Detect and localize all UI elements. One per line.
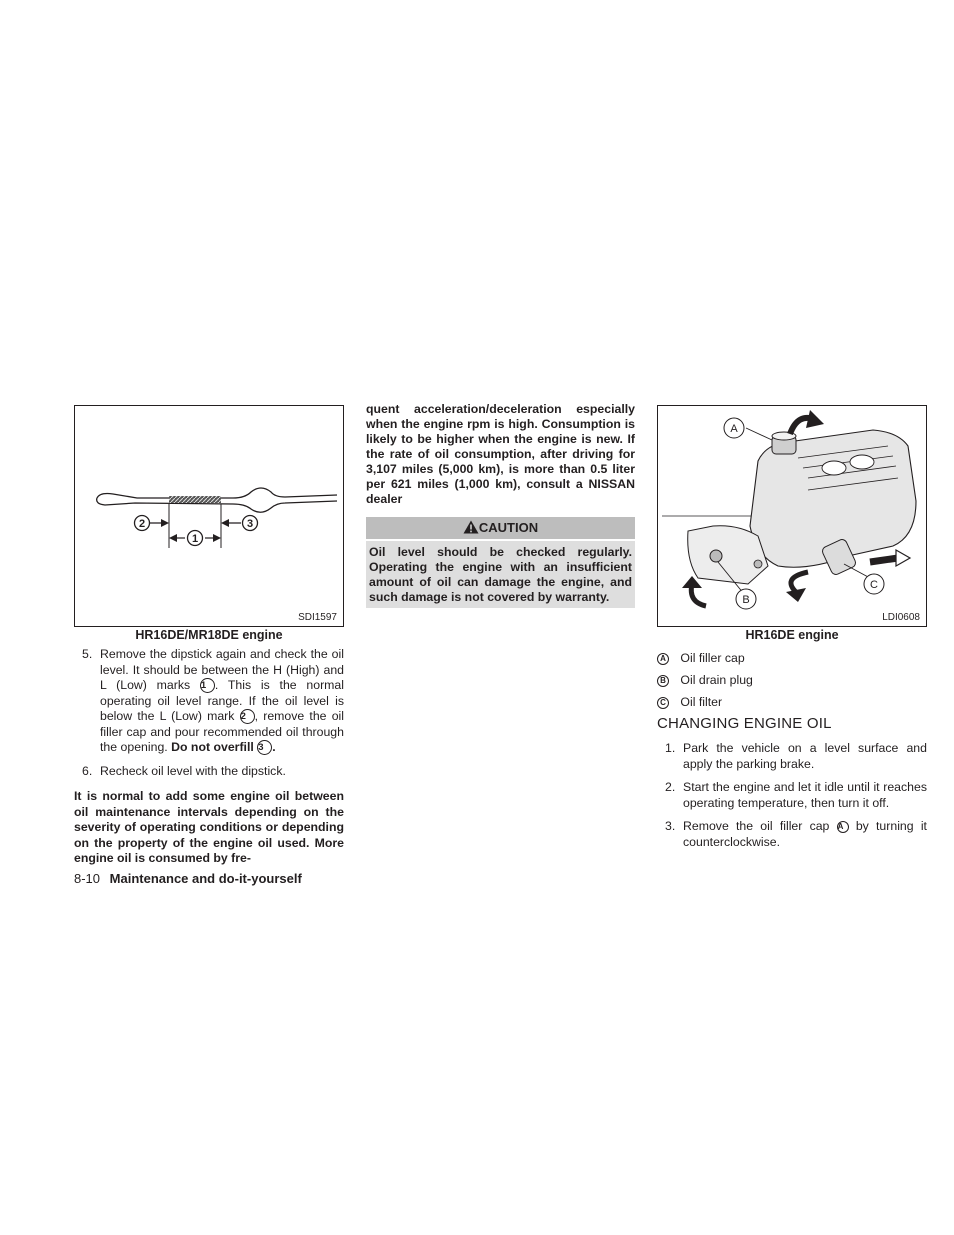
caution-title: CAUTION <box>478 520 539 535</box>
step-text: Park the vehicle on a level surface and apply the parking brake. <box>683 741 927 771</box>
step-number: 1. <box>665 741 676 755</box>
caution-box <box>366 517 635 608</box>
svg-text:2: 2 <box>138 518 146 530</box>
mark-c-icon: C <box>657 697 669 709</box>
step-text: Remove the dipstick again and check the oil level. It should be between the H (High) and L (Low) marks <box>100 647 344 692</box>
callout-c <box>864 574 884 594</box>
step-text: Remove the oil filler cap <box>683 819 837 833</box>
step-number: 6. <box>82 763 93 778</box>
svg-text:A: A <box>730 423 738 435</box>
step-text: Start the engine and let it idle until it reaches operating temperature, then turn it off. <box>683 780 927 810</box>
section-title: CHANGING ENGINE OIL <box>657 715 832 732</box>
label-text: Oil filter <box>680 695 723 709</box>
figure-code: LDI0608 <box>882 612 920 623</box>
label-text: Oil drain plug <box>680 673 753 687</box>
mark-a-icon: A <box>657 653 669 665</box>
step-end: . <box>272 740 276 754</box>
svg-text:C: C <box>870 579 878 591</box>
figure-caption: HR16DE/MR18DE engine <box>135 628 283 642</box>
label-oil-drain-plug <box>657 673 927 695</box>
mark-b-icon: B <box>657 675 669 687</box>
engine-illustration <box>658 406 926 626</box>
step-3 <box>657 819 927 850</box>
step-1 <box>657 741 927 772</box>
label-text: Oil filler cap <box>680 651 745 665</box>
dipstick-figure <box>74 405 344 627</box>
mark-2-icon: 2 <box>240 709 255 724</box>
step-text: Recheck oil level with the dipstick. <box>100 763 286 778</box>
svg-text:1: 1 <box>191 533 199 545</box>
right-steps <box>657 741 927 850</box>
middle-text-continued: quent acceleration/deceleration especially when the engine rpm is high. Consumption is likely to be higher when the engine is new. If the rate of oil consumption, after driving for 3,107 miles (5,000 km), is more than 0.5 liter per 621 miles (1,000 km), consult a NISSAN dealer <box>366 402 635 506</box>
step-5 <box>74 647 344 756</box>
svg-text:3: 3 <box>246 518 254 530</box>
left-text-column <box>74 647 344 867</box>
page-footer <box>74 871 302 886</box>
callout-b <box>736 589 756 609</box>
dipstick-illustration <box>75 406 343 626</box>
step-text: . This is the normal operating oil level range. If the oil level is below the L (Low) mark <box>100 678 344 723</box>
footer-section: Maintenance and do-it-yourself <box>109 871 302 886</box>
mark-3-icon: 3 <box>257 740 272 755</box>
callout-3 <box>243 516 258 531</box>
svg-text:B: B <box>742 594 750 606</box>
step-text: by turning it counterclockwise. <box>683 819 927 849</box>
step-number: 3. <box>665 819 676 833</box>
step-2 <box>657 780 927 811</box>
engine-figure <box>657 405 927 627</box>
caution-text: Oil level should be checked regularly. Operating the engine with an insufficient amount of oil can damage the engine, and such damage is not covered by warranty. <box>366 541 635 608</box>
mark-a-icon: A <box>837 821 849 833</box>
callout-a <box>724 418 744 438</box>
warning-triangle-icon <box>463 520 479 534</box>
caution-header <box>366 517 635 539</box>
step-number: 2. <box>665 780 676 794</box>
step-6 <box>74 764 344 780</box>
warning-text: Do not overfill <box>171 740 258 754</box>
mark-1-icon: 1 <box>200 678 215 693</box>
oil-consumption-note: It is normal to add some engine oil between oil maintenance intervals depending on the severity of operating conditions or depending on the property of the engine oil used. More engine oil is consumed by fre- <box>74 789 344 865</box>
label-list <box>657 651 927 717</box>
label-oil-filter <box>657 695 927 717</box>
step-text: , remove the oil filler cap and pour recommended oil through the opening. <box>100 709 345 754</box>
figure-caption: HR16DE engine <box>745 628 839 642</box>
callout-1 <box>188 531 203 546</box>
label-oil-filler-cap <box>657 651 927 673</box>
step-number: 5. <box>82 647 93 661</box>
callout-2 <box>135 516 150 531</box>
page-number: 8-10 <box>74 871 101 886</box>
figure-code: SDI1597 <box>298 612 337 623</box>
